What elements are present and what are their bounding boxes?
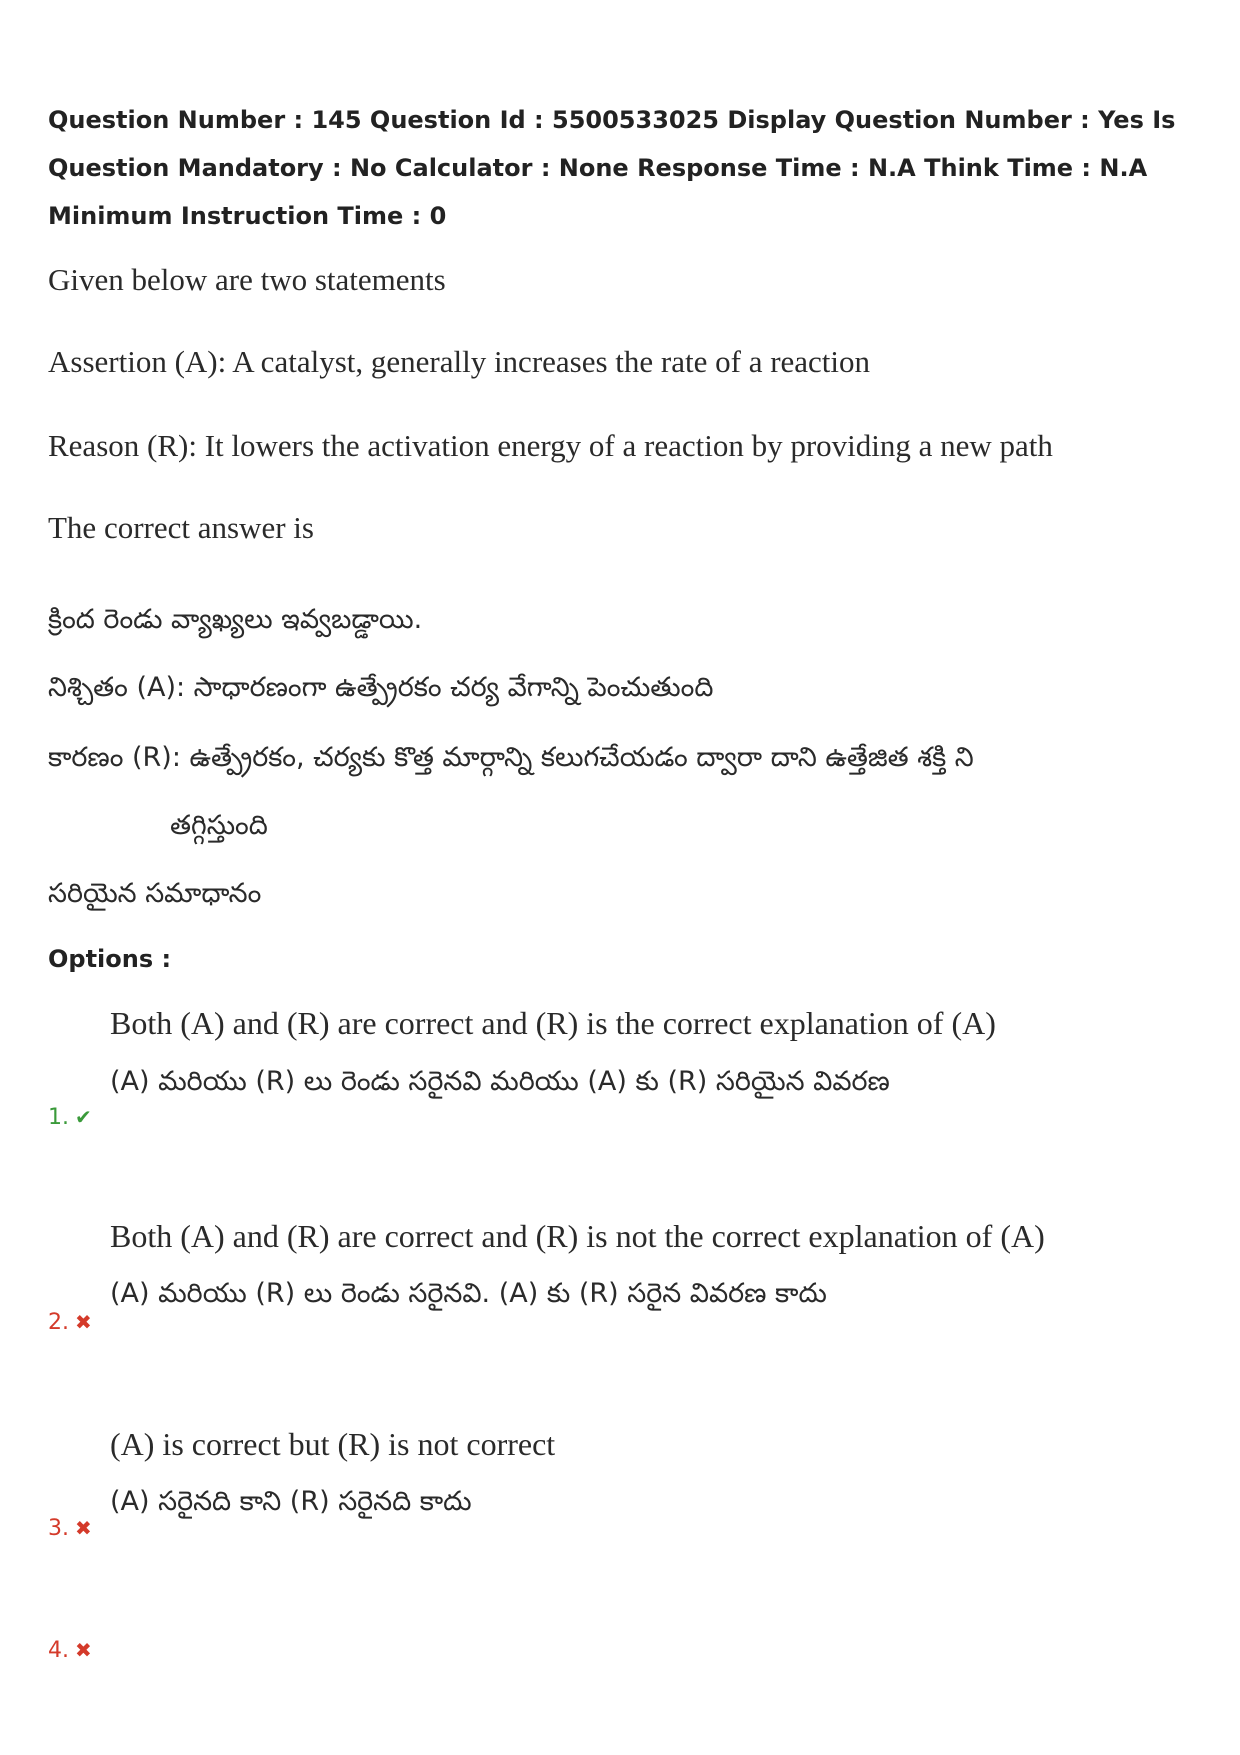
assertion-english: Assertion (A): A catalyst, generally increases the rate of a reaction xyxy=(48,344,871,379)
option-4-label: 4. xyxy=(48,1638,69,1663)
cross-icon: ✖ xyxy=(75,1516,92,1540)
intro-english: Given below are two statements xyxy=(48,262,446,297)
check-icon: ✔ xyxy=(75,1105,92,1129)
option-3-number xyxy=(48,1516,92,1541)
option-2-label: 2. xyxy=(48,1310,69,1335)
assertion-telugu: నిశ్చితం (A): సాధారణంగా ఉత్ప్రేరకం చర్య వేగాన్ని పెంచుతుంది xyxy=(48,672,714,703)
cross-icon: ✖ xyxy=(75,1310,92,1334)
option-2-number xyxy=(48,1310,92,1335)
question-meta: Question Number : 145 Question Id : 5500533025 Display Question Number : Yes Is Question Mandatory : No Calculator : None Response Time : N.A Think Time : N.A Minimum Instruction Time : 0 xyxy=(48,106,1176,230)
options-heading: Options : xyxy=(48,945,172,973)
reason-telugu-line1: కారణం (R): ఉత్ప్రేరకం, చర్యకు కొత్త మార్గాన్ని కలుగచేయడం ద్వారా దాని ఉత్తేజిత శక్తి ని xyxy=(48,742,974,773)
intro-telugu: క్రింద రెండు వ్యాఖ్యలు ఇవ్వబడ్డాయి. xyxy=(48,604,423,635)
answer-prompt-english: The correct answer is xyxy=(48,510,314,545)
option-3-telugu: (A) సరైనది కాని (R) సరైనది కాదు xyxy=(110,1486,472,1517)
reason-english: Reason (R): It lowers the activation energy of a reaction by providing a new path xyxy=(48,428,1053,463)
reason-telugu-line2: తగ్గిస్తుంది xyxy=(170,810,268,841)
option-1-number xyxy=(48,1105,92,1130)
option-1-label: 1. xyxy=(48,1105,69,1130)
option-1-english: Both (A) and (R) are correct and (R) is the correct explanation of (A) xyxy=(110,1005,996,1041)
answer-prompt-telugu: సరియైన సమాధానం xyxy=(48,878,262,909)
option-2-english: Both (A) and (R) are correct and (R) is not the correct explanation of (A) xyxy=(110,1218,1045,1254)
option-3-english: (A) is correct but (R) is not correct xyxy=(110,1426,556,1462)
option-4-number xyxy=(48,1638,92,1663)
cross-icon: ✖ xyxy=(75,1638,92,1662)
option-3-label: 3. xyxy=(48,1516,69,1541)
option-1-telugu: (A) మరియు (R) లు రెండు సరైనవి మరియు (A) కు (R) సరియైన వివరణ xyxy=(110,1066,890,1097)
option-2-telugu: (A) మరియు (R) లు రెండు సరైనవి. (A) కు (R) సరైన వివరణ కాదు xyxy=(110,1278,827,1309)
